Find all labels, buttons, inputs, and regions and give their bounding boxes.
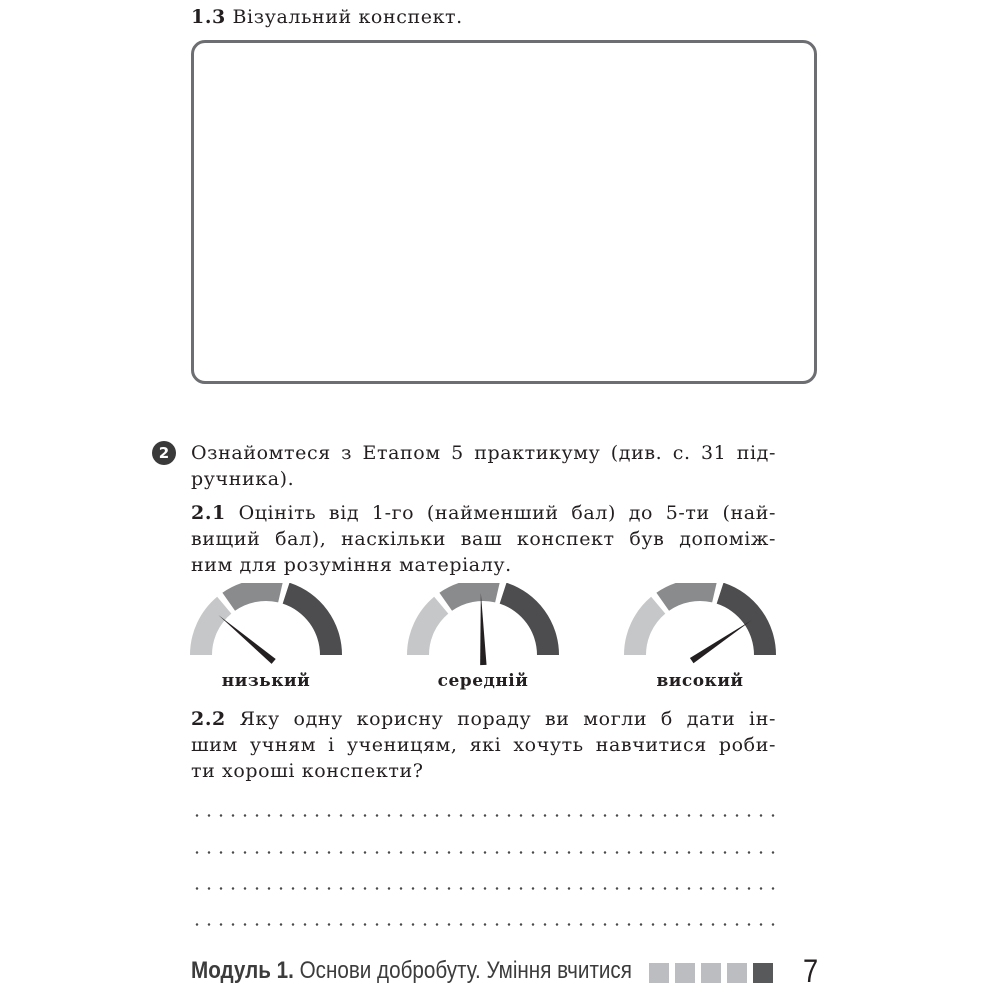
question-2-1-line-1 [191, 500, 776, 526]
gauge-label: низький [221, 671, 311, 691]
module-label: Модуль 1. [191, 957, 294, 984]
gauge-label: середній [437, 671, 529, 691]
gauge-medium[interactable] [405, 583, 561, 695]
page-number: 7 [803, 953, 819, 989]
section-number: 1.3 [191, 6, 226, 28]
gauge-segment-2 [439, 583, 500, 611]
gauge-dial [188, 583, 344, 671]
question-text: Яку одну корисну пораду ви могли б дати ін- [239, 708, 776, 730]
question-2-1-line-2: вищий бал), наскільки ваш конспект був допоміж- [191, 528, 776, 550]
answer-line-3[interactable] [191, 887, 776, 890]
gauge-dial [622, 583, 778, 671]
progress-square-5 [753, 963, 773, 983]
question-2-2-line-3: ти хороші конспекти? [191, 760, 424, 782]
task-2-text-line-2: ручника). [191, 468, 295, 490]
gauge-segment-2 [222, 583, 283, 611]
question-number: 2.1 [191, 502, 226, 524]
page-footer [191, 955, 831, 991]
gauge-segment-2 [656, 583, 717, 611]
progress-square-3 [701, 963, 721, 983]
question-2-1-line-3: ним для розуміння матеріалу. [191, 554, 512, 576]
question-2-2-line-1 [191, 706, 776, 732]
gauge-segment-1 [624, 597, 665, 655]
gauge-needle [480, 593, 486, 665]
gauge-label: високий [656, 671, 744, 691]
gauge-segment-1 [407, 597, 448, 655]
section-title: Візуальний конспект. [232, 6, 463, 28]
question-2-2-line-2: шим учням і ученицям, які хочуть навчитися роби- [191, 734, 776, 756]
visual-summary-answer-box[interactable] [191, 40, 817, 384]
task-2-text-line-1: Ознайомтеся з Етапом 5 практикуму (див. с. 31 під- [191, 442, 776, 464]
answer-line-1[interactable] [191, 814, 776, 817]
gauge-segment-1 [190, 597, 231, 655]
gauge-high[interactable] [622, 583, 778, 695]
answer-line-4[interactable] [191, 923, 776, 926]
module-subtitle: Основи добробуту. Уміння вчитися [299, 957, 632, 984]
gauge-segment-3 [717, 583, 776, 655]
answer-line-2[interactable] [191, 851, 776, 854]
gauge-segment-3 [283, 583, 342, 655]
gauge-dial [405, 583, 561, 671]
section-heading-1-3 [191, 4, 463, 30]
gauge-low[interactable] [188, 583, 344, 695]
progress-square-2 [675, 963, 695, 983]
progress-square-1 [649, 963, 669, 983]
gauge-needle [690, 620, 751, 663]
task-number-badge: 2 [152, 441, 176, 465]
question-text: Оцініть від 1-го (найменший бал) до 5-ти (най- [238, 502, 776, 524]
gauge-needle [219, 615, 276, 664]
progress-square-4 [727, 963, 747, 983]
footer-title [191, 957, 632, 985]
gauge-segment-3 [500, 583, 559, 655]
question-number: 2.2 [191, 708, 226, 730]
